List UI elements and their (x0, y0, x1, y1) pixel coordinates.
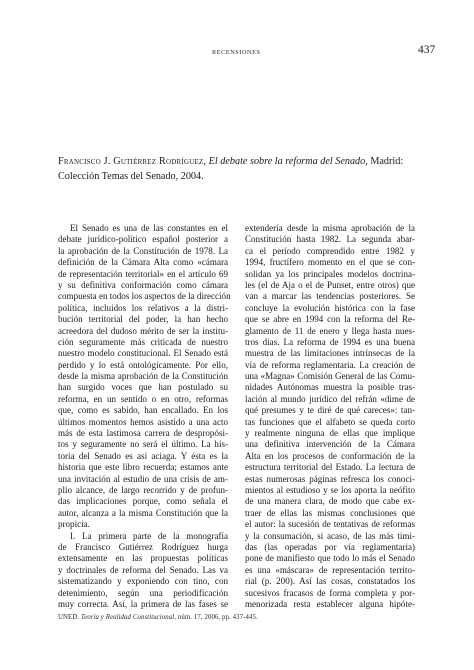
text-line: I. La primera parte de la monografía (70, 530, 228, 541)
text-line: de una manera clara, de modo que cabe ex- (245, 496, 415, 507)
text-line: acreedora del dudoso mérito de ser la institu- (58, 325, 228, 336)
text-line: lación al mundo jurídico del refrán «dime de (245, 393, 415, 404)
text-line: muestra de las limitaciones intrínsecas de la (245, 348, 415, 359)
text-line: das (las operadas por vía reglamentaria) (245, 541, 415, 552)
text-line: historia que este libro recuerda; estamos ante (58, 462, 228, 473)
text-line: ca el período comprendido entre 1982 y (245, 245, 415, 256)
book-citation (58, 154, 422, 184)
text-line: de Francisco Gutiérrez Rodríguez hurga (58, 541, 228, 552)
text-line: vía de reforma reglamentaria. La creación de (245, 359, 415, 370)
text-line: el autor: la sucesión de tentativas de reformas (245, 519, 415, 530)
text-line: das implicaciones porque, como señala el (58, 496, 228, 507)
text-line: sistematizando y exponiendo con tino, con (58, 576, 228, 587)
text-line: y doctrinales de reforma del Senado. Las va (58, 564, 228, 575)
footer-journal: Teoría y Realidad Constitucional, (80, 614, 177, 621)
right-text-column (245, 223, 415, 610)
text-line: sucesivos fracasos de forma completa y por- (245, 587, 415, 598)
citation-publisher: Madrid: Colección Temas del Senado, 2004. (58, 156, 404, 182)
citation-title: El debate sobre la reforma del Senado, (208, 156, 368, 167)
text-line: reforma, en un sentido o en otro, reformas (58, 393, 228, 404)
text-line: plio alcance, de largo recorrido y de profun- (58, 484, 228, 495)
text-line: estas numerosas páginas refresca los conoci- (245, 473, 415, 484)
text-line: una invitación al estudio de una crisis de am- (58, 473, 228, 484)
text-line: es una «máscara» de representación territo- (245, 564, 415, 575)
text-line: extendería desde la misma aprobación de la (245, 223, 415, 233)
text-line: extensamente en las propuestas políticas (58, 553, 228, 564)
text-line: tos y seguramente no será el último. La his- (58, 439, 228, 450)
text-line: últimos momentos hemos asistido a una acto (58, 416, 228, 427)
text-line: solidan ya los principales modelos doctrina- (245, 268, 415, 279)
text-line: bución territorial del poder, la han hecho (58, 314, 228, 325)
text-line: toria del Senado es así aciaga. Y ésta es la (58, 450, 228, 461)
text-line: tas funciones que el alfabeto se queda corto (245, 416, 415, 427)
text-line: qué presumes y te diré de qué careces»: tan- (245, 405, 415, 416)
left-text-column (58, 223, 231, 610)
text-line: que, como es sabido, han encallado. En los (58, 405, 228, 416)
page-footer (58, 614, 258, 621)
text-line: definición de la Cámara Alta como «cámara (58, 257, 228, 268)
text-line: nidades Autónomas muestra la posible tras- (245, 382, 415, 393)
text-line: nuestro modelo constitucional. El Senado está (58, 348, 228, 359)
text-line: les (el de Aja o el de Punset, entre otros) que (245, 279, 415, 290)
text-line: 1994, fructífero momento en el que se con- (245, 257, 415, 268)
running-head: RECENSIONES (212, 49, 261, 56)
text-line: y realmente ninguna de ellas que implique (245, 428, 415, 439)
text-line: y su definitiva conformación como cámara (58, 279, 228, 290)
text-line: debate jurídico-político español posterior a (58, 234, 228, 245)
text-line: concluye la evolución histórica con la fase (245, 302, 415, 313)
text-line: tros días. La reforma de 1994 es una buena (245, 336, 415, 347)
text-line: autor, alcanza a la misma Constitución que la (58, 507, 228, 518)
text-line: estructura territorial del Estado. La lectura de (245, 462, 415, 473)
text-line: traer de ellas las mismas conclusiones que (245, 507, 415, 518)
footer-publisher: UNED. (58, 614, 80, 621)
text-line: compuesta en todos los aspectos de la dirección (58, 291, 231, 302)
text-line: mientos al estudioso y se los aporta la neófito (245, 484, 415, 495)
text-line: detenimiento, según una periodificación (58, 587, 228, 598)
text-line: y la consumación, si acaso, de las más tími- (245, 530, 415, 541)
text-line: una «Magna» Comisión General de las Comu- (245, 371, 415, 382)
text-line: propicia. (58, 519, 90, 530)
text-line: Alta en los procesos de conformación de la (245, 450, 415, 461)
citation-author: Francisco J. Gutiérrez Rodríguez, (58, 156, 207, 167)
text-line: glamento de 11 de enero y llega hasta nues- (245, 325, 415, 336)
text-line: desde la misma aprobación de la Constitución (58, 371, 228, 382)
text-line: ción seguramente más criticada de nuestro (58, 336, 228, 347)
footer-issue: núm. 17, 2006, pp. 437-445. (176, 614, 258, 621)
text-line: pone de manifiesto que todo lo más el Senado (245, 553, 415, 564)
text-line: que se abre en 1994 con la reforma del Re- (245, 314, 415, 325)
text-line: perdido y lo está ontológicamente. Por ello, (58, 359, 228, 370)
text-line: muy correcta. Así, la primera de las fases se (58, 598, 228, 609)
text-line: rial (p. 200). Así las cosas, constatados los (245, 576, 415, 587)
text-line: Constitución hasta 1982. La segunda abar- (245, 234, 415, 245)
text-line: más de esta lastimosa carrera de despropósi- (58, 428, 228, 439)
text-line: política, incluidos los relativos a la distri- (58, 302, 228, 313)
text-line: han surgido voces que han postulado su (58, 382, 228, 393)
text-line: El Senado es una de las constantes en el (70, 223, 228, 233)
text-line: una definitiva intervención de la Cámara (245, 439, 415, 450)
text-line: menorizada resta establecer alguna hipóte- (245, 598, 415, 609)
text-line: van a marcar las tendencias posteriores. Se (245, 291, 415, 302)
page-number: 437 (418, 44, 436, 56)
text-line: la aprobación de la Constitución de 1978. La (58, 245, 228, 256)
text-line: de representación territorial» en el artículo 69 (58, 268, 228, 279)
